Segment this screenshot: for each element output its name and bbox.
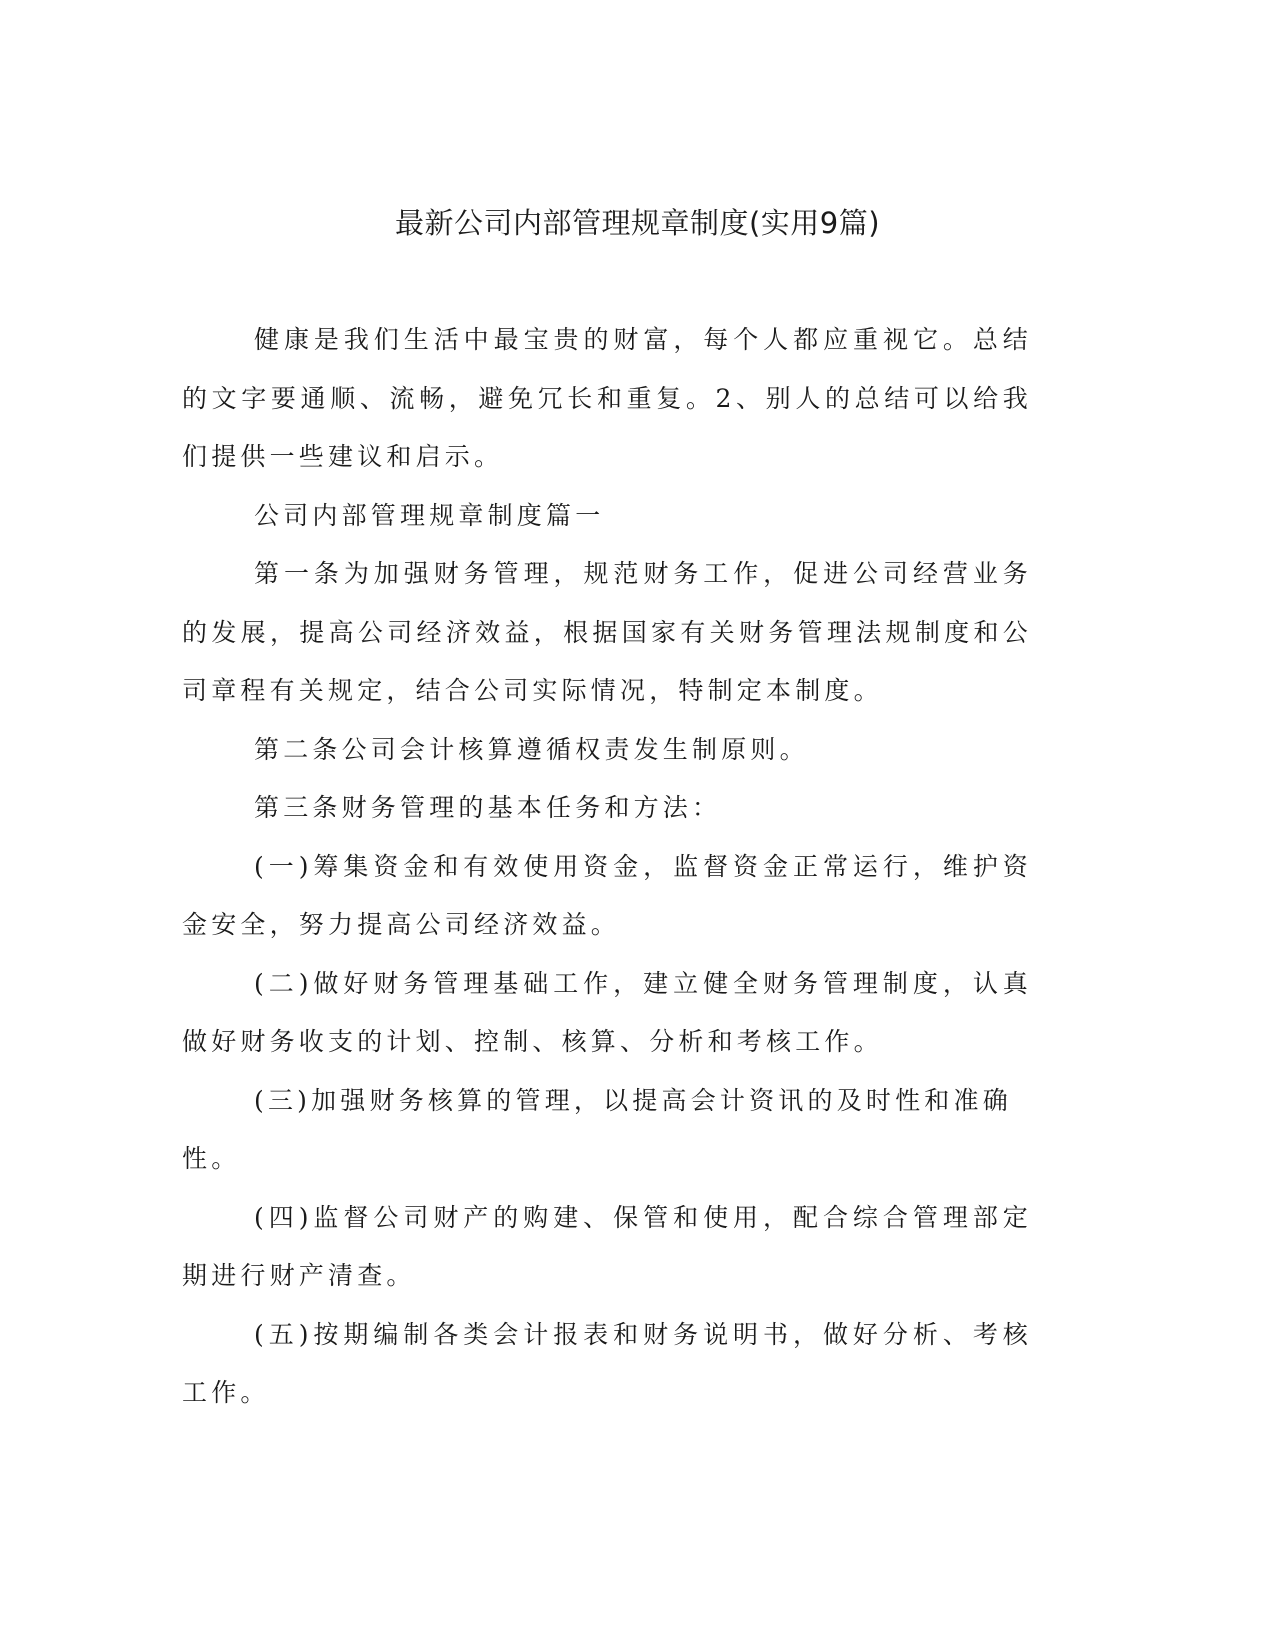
document-title: 最新公司内部管理规章制度(实用9篇) <box>394 206 881 240</box>
paragraph-item-1: (一)筹集资金和有效使用资金，监督资金正常运行，维护资金安全，努力提高公司经济效益。 <box>182 851 1032 939</box>
paragraph-item-4: (四)监督公司财产的购建、保管和使用，配合综合管理部定期进行财产清查。 <box>182 1202 1032 1290</box>
paragraph-item-2: (二)做好财务管理基础工作，建立健全财务管理制度，认真做好财务收支的计划、控制、核算、分析和考核工作。 <box>182 968 1032 1056</box>
section-heading: 公司内部管理规章制度篇一 <box>254 500 605 530</box>
paragraph-article-1: 第一条为加强财务管理，规范财务工作，促进公司经营业务的发展，提高公司经济效益，根据国家有关财务管理法规制度和公司章程有关规定，结合公司实际情况，特制定本制度。 <box>182 559 1032 705</box>
paragraph-article-2: 第二条公司会计核算遵循权责发生制原则。 <box>254 734 809 764</box>
document-body <box>182 311 1032 1423</box>
paragraph-intro: 健康是我们生活中最宝贵的财富，每个人都应重视它。总结的文字要通顺、流畅，避免冗长和重复。2、别人的总结可以给我们提供一些建议和启示。 <box>182 325 1032 471</box>
paragraph-item-3: (三)加强财务核算的管理，以提高会计资讯的及时性和准确性。 <box>182 1085 1012 1173</box>
paragraph-item-5: (五)按期编制各类会计报表和财务说明书，做好分析、考核工作。 <box>182 1319 1032 1407</box>
paragraph-article-3: 第三条财务管理的基本任务和方法： <box>254 793 722 822</box>
